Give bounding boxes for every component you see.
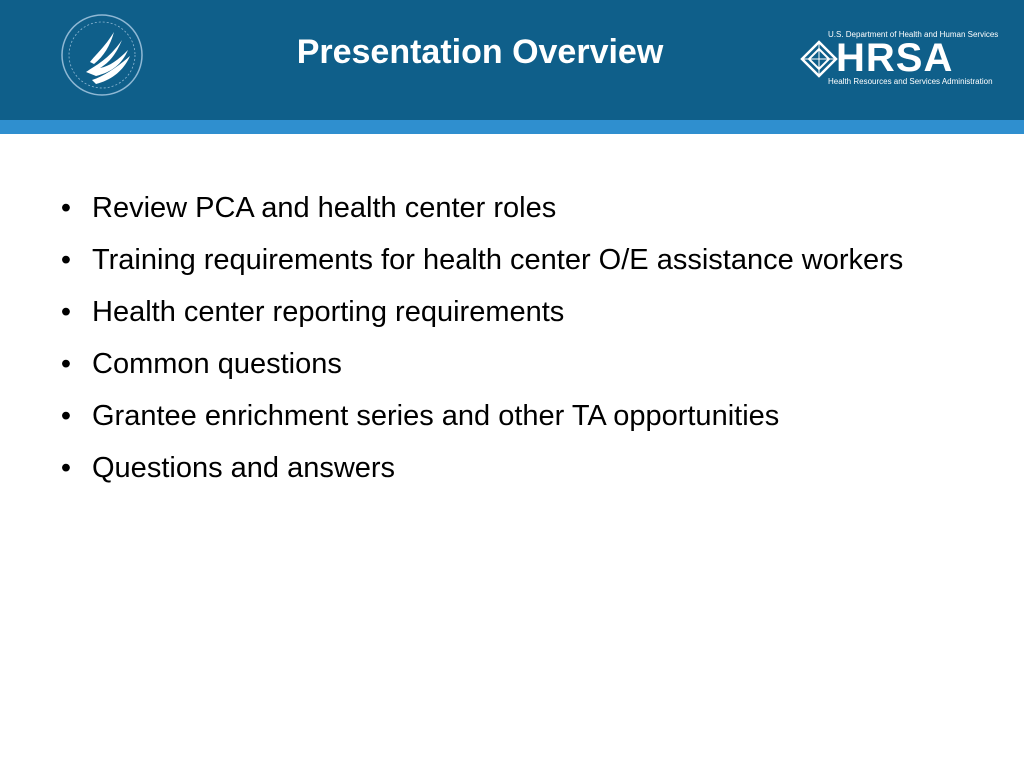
bullet-icon: • (60, 348, 72, 380)
bullet-icon: • (60, 400, 72, 432)
bullet-item (56, 190, 956, 226)
bullet-list-container (56, 190, 956, 502)
header-stripe (0, 120, 1024, 134)
bullet-item (56, 294, 956, 330)
hrsa-diamond-icon (800, 40, 838, 78)
bullet-text: Common questions (92, 348, 342, 380)
hrsa-department-line: U.S. Department of Health and Human Services (828, 30, 999, 39)
bullet-list (56, 190, 956, 486)
bullet-text: Training requirements for health center O/E assistance workers (92, 244, 904, 276)
hhs-seal-icon (56, 10, 156, 100)
bullet-item (56, 450, 956, 486)
bullet-text: Review PCA and health center roles (92, 192, 557, 224)
page-title: Presentation Overview (296, 33, 664, 71)
bullet-text: Questions and answers (92, 452, 396, 484)
bullet-icon: • (60, 244, 72, 276)
hrsa-agency-line: Health Resources and Services Administration (828, 77, 993, 86)
hrsa-logo (800, 30, 999, 90)
bullet-text: Grantee enrichment series and other TA opportunities (92, 400, 780, 432)
bullet-item (56, 398, 956, 434)
bullet-icon: • (60, 452, 72, 484)
bullet-text: Health center reporting requirements (92, 296, 565, 328)
bullet-item (56, 346, 956, 382)
bullet-icon: • (60, 192, 72, 224)
hrsa-wordmark: HRSA (836, 36, 954, 80)
bullet-icon: • (60, 296, 72, 328)
bullet-item (56, 242, 956, 278)
header-bar (0, 0, 1024, 120)
